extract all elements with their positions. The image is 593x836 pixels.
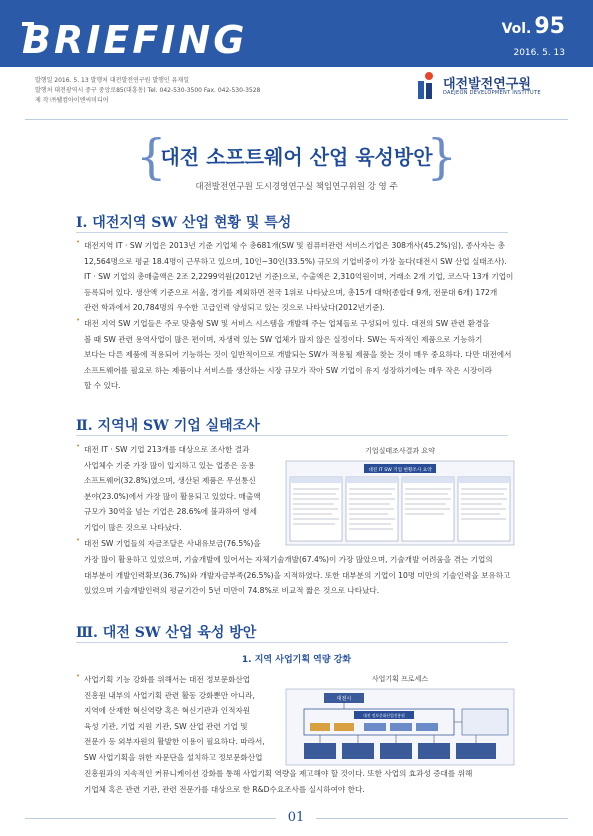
process-diagram	[284, 687, 516, 767]
text-line: 육성 기관, 기업 지원 기관, SW 산업 관련 기업 및	[84, 721, 248, 731]
header-divider	[25, 119, 568, 120]
document-title: 대전 소프트웨어 산업 육성방안	[160, 145, 433, 169]
text-line: 대전지역 IT · SW 기업은 2013년 기준 기업체 수 총681개(SW 및 컴퓨터관련 서비스기업은 308개사(45.2%)임), 종사자는 총	[84, 241, 505, 250]
section-divider	[76, 435, 508, 436]
author-line: 대전발전연구원 도시경영연구실 책임연구위원 강 영 주	[195, 182, 398, 192]
section-3-paragraph-2	[84, 766, 514, 797]
text-line: 사업체수 기준 가장 많이 입지하고 있는 업종은 응용	[84, 460, 255, 470]
bullet-icon: •	[76, 536, 81, 544]
subsection-heading: 1. 지역 사업기획 역량 강화	[241, 655, 352, 665]
text-line: IT · SW 기업의 총매출액은 2조 2,2299억원(2012년 기준)으로, 수출액은 2,310억원이며, 거래소 2개 기업, 코스닥 13개 기업이	[84, 272, 514, 282]
text-line: 대전 IT · SW 기업 213개를 대상으로 조사한 결과	[84, 445, 250, 454]
page-number: 01	[276, 810, 316, 828]
text-line: 기업체 혹은 관련 기관, 관련 전문가를 대상으로 한 R&D수요조사를 실시하여야 한다.	[84, 784, 365, 794]
text-line: 가장 많이 활용하고 있었으며, 기술개발에 있어서는 자체기술개발(67.4%)이 가장 많았으며, 기술개발 어려움을 겪는 기업의	[84, 555, 493, 564]
text-line: 규모가 30억을 넘는 기업은 28.6%에 불과하여 영세	[84, 507, 257, 517]
meta-line: 제 작 ㈜웰컴아이엔씨미디어	[35, 97, 109, 104]
figure-title: 사업기획 프로세스	[371, 675, 429, 683]
section-2-paragraph-2-start	[84, 536, 274, 552]
bullet-icon: •	[76, 672, 81, 680]
figure-box-top: 대전시	[336, 696, 352, 702]
text-line: 지역에 산재한 혁신역량 혹은 혁신기관과 인적자원	[84, 706, 251, 716]
header	[0, 0, 593, 118]
text-line: 기업이 많은 것으로 나타났다.	[84, 522, 182, 532]
text-line: 있었으며 기술개발인력의 평균기간이 5년 미만이 74.8%로 비교적 짧은 것으로 나타났다.	[84, 586, 380, 596]
volume-label: Vol.	[501, 21, 532, 37]
text-line: SW 사업기획을 위한 자문단을 설치하고 정보문화산업	[84, 752, 263, 762]
section-1-paragraph-2	[84, 316, 514, 394]
section-3-heading: Ⅲ. 대전 SW 산업 육성 방안	[76, 625, 257, 641]
brand-title: BRIEFING	[22, 18, 248, 62]
figure-title: 기업실태조사결과 요약	[365, 447, 435, 455]
issue-date: 2016. 5. 13	[513, 48, 565, 58]
text-line: 소프트웨어를 필요로 하는 제품이나 서비스를 생산하는 시장 규모가 작아 SW 기업이 유지 성장하기에는 매우 작은 시장이라	[84, 365, 492, 375]
text-line: 대전 지역 SW 기업들은 주로 맞춤형 SW 및 서비스 시스템을 개발해 주는 업체들로 구성되어 있다. 대전의 SW 관련 환경을	[84, 319, 490, 328]
section-3-paragraph-1	[84, 672, 274, 766]
text-line: 볼 때 SW 관련 용역사업이 많은 편이며, 자생력 있는 SW 업체가 많지 않은 실정이다. SW는 독자적인 제품으로 기능하기	[84, 334, 483, 344]
text-line: 보다는 다른 제품에 적용되어 기능하는 것이 일반적이므로 개발되는 SW가 적용될 제품을 찾는 것이 매우 중요하다. 다만 대전에서	[84, 350, 512, 360]
text-line: 소프트웨어(32.8%)였으며, 생산된 제품은 무선통신	[84, 476, 256, 486]
section-1-paragraph-1	[84, 238, 514, 316]
text-line: 진흥원과의 지속적인 커뮤니케이션 강화를 통해 사업기획 역량을 제고해야 할 것이다. 또한 사업의 효과성 증대를 위해	[84, 769, 473, 778]
survey-summary-figure	[284, 446, 516, 546]
section-1-heading: Ⅰ. 대전지역 SW 산업 현황 및 특성	[76, 215, 292, 231]
process-figure	[284, 674, 516, 766]
section-divider	[76, 232, 508, 233]
text-line: 분야(23.0%)에서 가장 많이 활용되고 있었다. 매출액	[84, 491, 261, 501]
text-line: 관련 학과에서 20,784명의 우수한 고급인력 양성되고 있는 것으로 나타났다(2012년기준).	[84, 303, 385, 313]
right-brace-icon: }	[426, 129, 457, 185]
text-line: 12,564명으로 평균 18.4명이 근무하고 있으며, 10인~30인(33.5%) 규모의 기업비중이 가장 높다(대전시 SW 산업 실태조사).	[84, 256, 507, 266]
logo-mark-icon	[413, 71, 437, 101]
volume	[502, 14, 565, 39]
meta-line: 발행처 대전광역시 중구 중앙로85(대흥동) Tel. 042-530-3500 Fax. 042-530-3528	[35, 87, 261, 94]
bullet-icon: •	[76, 442, 81, 450]
figure-header: 대전 IT SW 기업 현황조사 요약	[368, 468, 432, 473]
section-2-heading: Ⅱ. 지역내 SW 기업 실태조사	[76, 418, 260, 434]
institute-logo	[413, 71, 563, 103]
text-line: 등록되어 있다. 생산액 기준으로 서울, 경기를 제외하면 전국 1위로 나타났으며, 총15개 대학(종합대 9개, 전문대 6개) 172개	[84, 287, 498, 297]
publication-meta	[35, 76, 260, 106]
text-line: 진흥원 내부의 사업기획 관련 활동 강화뿐만 아니라,	[84, 690, 255, 700]
text-line: 전문가 등 외부자원의 활발한 이용이 필요하다. 따라서,	[84, 737, 265, 747]
logo-subtitle: DAEJEON DEVELOPMENT INSTITUTE	[443, 90, 541, 96]
text-line: 할 수 있다.	[84, 381, 121, 391]
section-2-paragraph-2	[84, 552, 514, 599]
volume-number: 95	[534, 14, 565, 39]
left-brace-icon: {	[136, 129, 167, 185]
meta-line: 발행일 2016. 5. 13 발행처 대전발전연구원 발행인 유재일	[35, 77, 190, 84]
text-line: 대부분이 개발인력확보(36.7%)와 개발자금부족(26.5%)을 지적하였다. 또한 대부분의 기업이 10명 미만의 기술인력을 보유하고	[84, 570, 511, 580]
bullet-icon: •	[76, 316, 81, 324]
logo-name: 대전발전연구원	[443, 77, 531, 92]
bullet-icon: •	[76, 238, 81, 246]
section-2-paragraph-1	[84, 442, 274, 536]
text-line: 사업기획 기능 강화를 위해서는 대전 정보문화산업	[84, 675, 251, 684]
survey-summary-diagram	[284, 459, 516, 547]
figure-box-main: 대전 정보문화산업진흥원	[363, 713, 405, 718]
section-divider	[76, 642, 508, 643]
text-line: 대전 SW 기업들의 자금조달은 사내유보금(76.5%)을	[84, 539, 261, 548]
